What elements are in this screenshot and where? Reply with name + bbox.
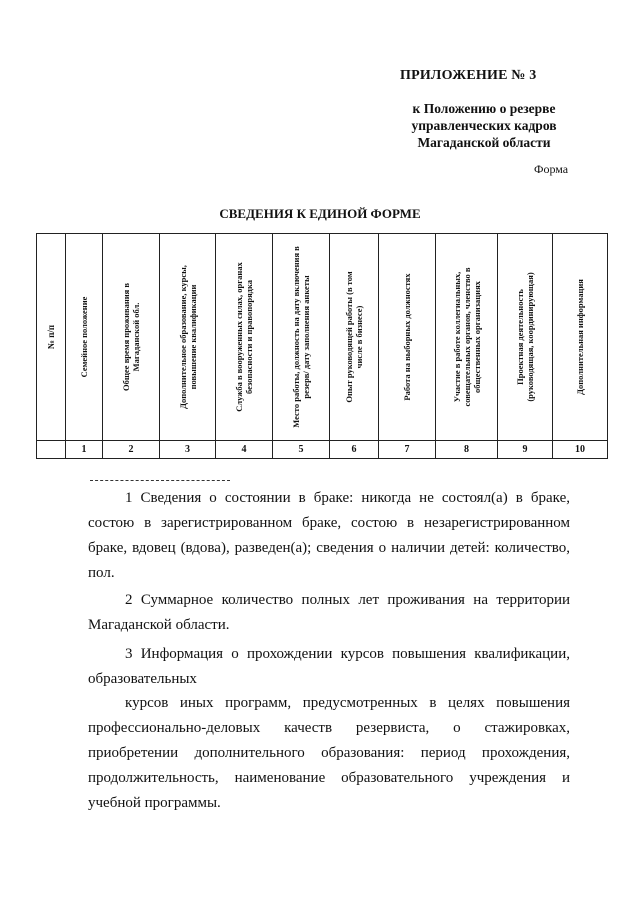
- column-header: Семейное положение: [79, 296, 89, 378]
- column-number: 8: [436, 441, 498, 459]
- appendix-subtitle: [372, 100, 596, 151]
- table-header-cell: [553, 234, 608, 441]
- table-header-cell: [160, 234, 216, 441]
- column-header: Участие в работе коллегиальных, совещательных органов, членство в общественных организациях: [451, 267, 482, 407]
- column-header: Опыт руководящей работы (в том числе в бизнесе): [344, 271, 364, 403]
- form-label: Форма: [534, 162, 569, 176]
- column-number: 9: [498, 441, 553, 459]
- column-number: 10: [553, 441, 608, 459]
- table-header-cell: [103, 234, 160, 441]
- appendix-title: ПРИЛОЖЕНИЕ № 3: [400, 68, 537, 83]
- form-table: [36, 233, 608, 459]
- column-header: Служба в вооруженных силах, органах безопасности и правопорядка: [234, 262, 254, 412]
- table-header-cell: [498, 234, 553, 441]
- table-header-cell: [379, 234, 436, 441]
- column-number: 5: [273, 441, 330, 459]
- column-number: 6: [330, 441, 379, 459]
- appendix-subtitle-line: Магаданской области: [417, 135, 551, 150]
- table-header-cell: [436, 234, 498, 441]
- column-number: 3: [160, 441, 216, 459]
- column-number: 4: [216, 441, 273, 459]
- appendix-subtitle-line: управленческих кадров: [411, 118, 557, 133]
- column-header: Проектная деятельность (руководящая, координирующая): [515, 272, 535, 402]
- column-number: 2: [103, 441, 160, 459]
- table-header-cell: [273, 234, 330, 441]
- column-header: Дополнительное образование, курсы, повышение квалификации: [177, 265, 198, 409]
- footnote-3-continued: курсов иных программ, предусмотренных в целях повышения профессионально-деловых качеств резервиста, о стажировках, приобретении дополнительного образования: период прохождения, продолжительность, наименование образовательного учреждения и учебной программы.: [88, 695, 570, 811]
- footnote-3: 3 Информация о прохождении курсов повышения квалификации, образовательных: [88, 646, 570, 687]
- table-header-cell: [330, 234, 379, 441]
- column-header: № п/п: [46, 324, 56, 350]
- document-title: СВЕДЕНИЯ К ЕДИНОЙ ФОРМЕ: [219, 206, 421, 221]
- column-number: 1: [66, 441, 103, 459]
- column-number: [37, 441, 66, 459]
- table-header-cell: [216, 234, 273, 441]
- table-header-cell: [37, 234, 66, 441]
- footnote-2: 2 Суммарное количество полных лет проживания на территории Магаданской области.: [88, 592, 570, 633]
- column-header: Дополнительная информация: [575, 279, 585, 395]
- footnote-1: 1 Сведения о состоянии в браке: никогда не состоял(а) в браке, состою в зарегистрированном браке, состою в незарегистрированном браке, вдовец (вдова), разведен(а); сведения о наличии детей: количество, пол.: [88, 490, 570, 581]
- table-header-row: [37, 234, 608, 441]
- table-header-cell: [66, 234, 103, 441]
- column-number: 7: [379, 441, 436, 459]
- footnote-separator: [90, 480, 230, 481]
- column-header: Общее время проживания в Магаданской обл.: [121, 283, 141, 391]
- column-header: Работа на выборных должностях: [402, 273, 412, 401]
- table-number-row: [37, 441, 608, 459]
- column-header: Место работы, должность на дату включения в резерв/ дату заполнения анкеты: [291, 246, 311, 428]
- appendix-subtitle-line: к Положению о резерве: [412, 101, 556, 116]
